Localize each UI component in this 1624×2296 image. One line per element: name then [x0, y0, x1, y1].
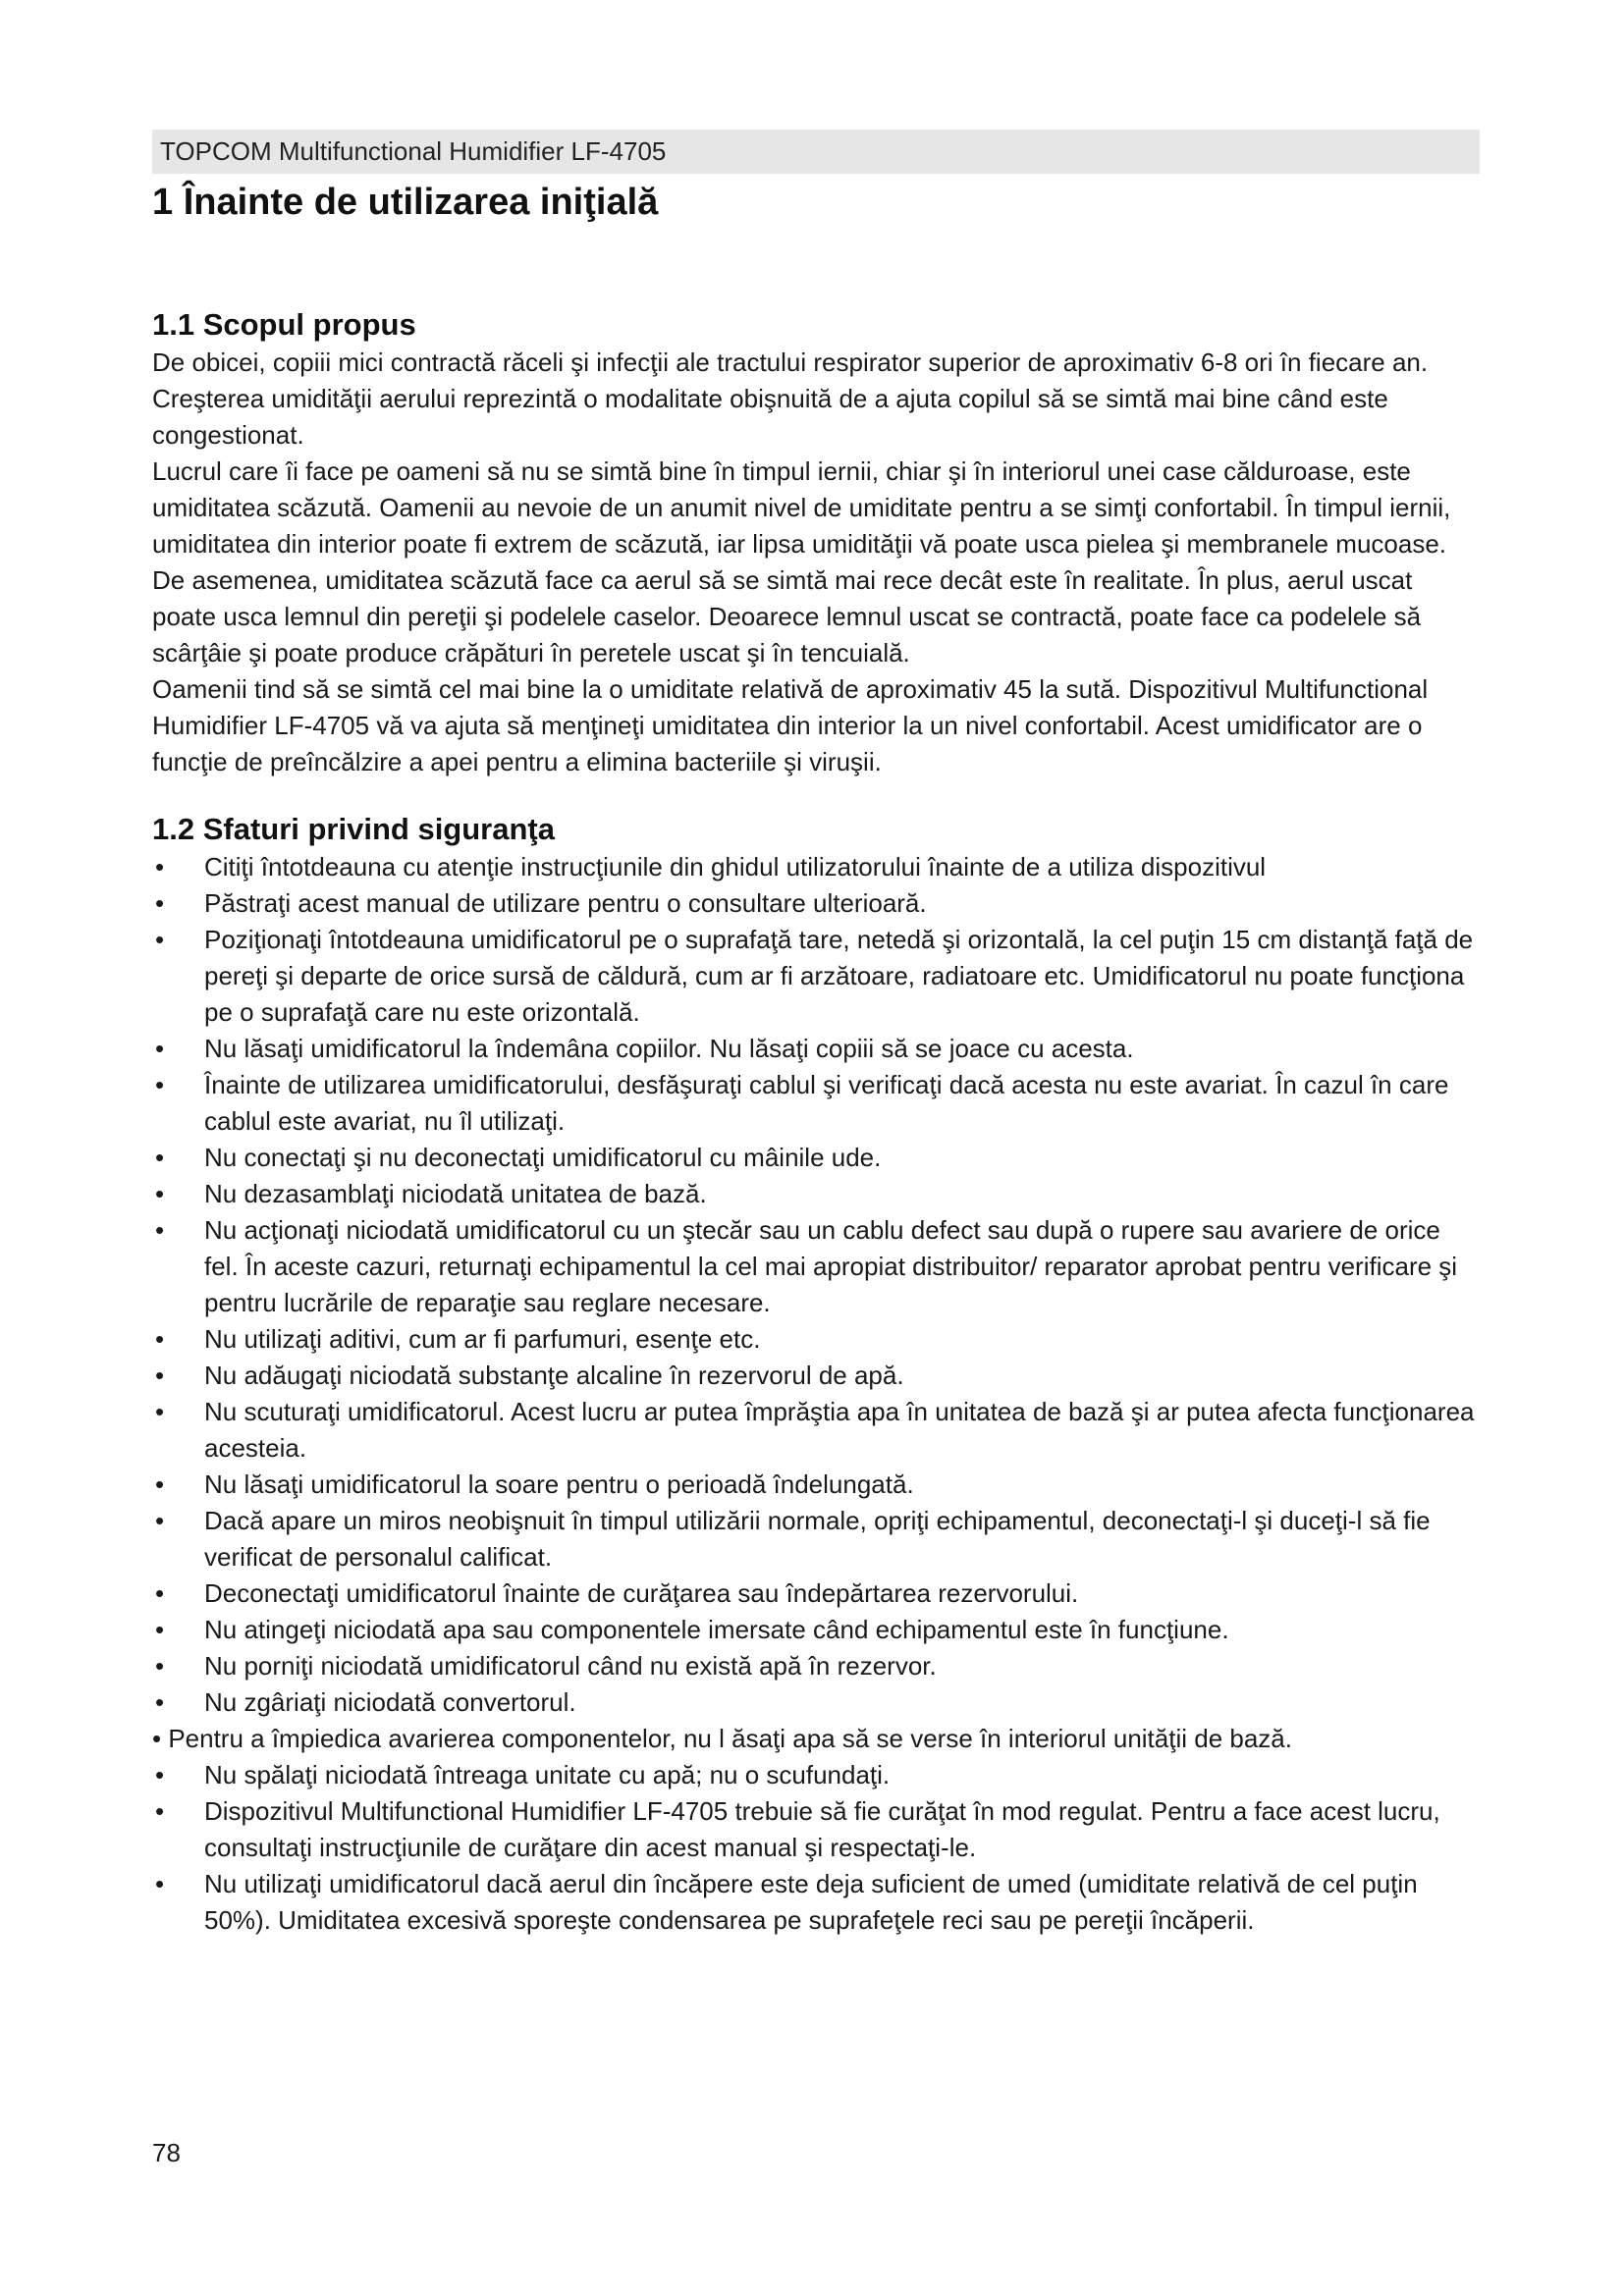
bullet-icon: • [155, 1687, 165, 1717]
bullet-icon: • [155, 1179, 165, 1208]
list-item [152, 1684, 1480, 1721]
list-item-text: • Pentru a împiedica avarierea componentelor, nu l ăsaţi apa să se verse în interiorul unităţii de bază. [152, 1724, 1292, 1753]
list-item [152, 885, 1480, 922]
list-item-text: Nu adăugaţi niciodată substanţe alcaline în rezervorul de apă. [204, 1361, 904, 1390]
bullet-icon: • [155, 1034, 165, 1063]
bullet-icon: • [155, 925, 165, 954]
list-item [152, 1866, 1480, 1939]
list-item [152, 849, 1480, 885]
bullet-icon: • [155, 1215, 165, 1245]
list-item-text: Nu porniţi niciodată umidificatorul când nu există apă în rezervor. [204, 1651, 937, 1681]
section-1-1-heading: 1.1 Scopul propus [152, 307, 416, 342]
bullet-icon: • [155, 1361, 165, 1390]
list-item-text: Nu acţionaţi niciodată umidificatorul cu un ştecăr sau un cablu defect sau după o rupere sau avariere de orice fel. În aceste cazuri, returnaţi echipamentul la cel mai apropiat distribuitor/ reparator aprobat pentru verificare şi pentru lucrările de reparaţie sau reglare necesare. [204, 1215, 1458, 1317]
bullet-icon: • [155, 1796, 165, 1826]
list-item [152, 1648, 1480, 1684]
list-item [152, 1612, 1480, 1648]
bullet-icon: • [155, 1324, 165, 1354]
list-item-text: Nu conectaţi şi nu deconectaţi umidificatorul cu mâinile ude. [204, 1143, 882, 1172]
list-item-text: Dacă apare un miros neobişnuit în timpul utilizării normale, opriţi echipamentul, deconectaţi-l şi duceţi-l să fie verificat de personalul calificat. [204, 1506, 1431, 1572]
bullet-icon: • [155, 1469, 165, 1499]
list-item [152, 1394, 1480, 1467]
running-header: TOPCOM Multifunctional Humidifier LF-4705 [152, 130, 1480, 174]
list-item-text: Nu zgâriaţi niciodată convertorul. [204, 1687, 576, 1717]
list-item [152, 1757, 1480, 1793]
list-item [152, 1140, 1480, 1176]
list-item-text: Dispozitivul Multifunctional Humidifier LF-4705 trebuie să fie curăţat în mod regulat. Pentru a face acest lucru, consultaţi instrucţiunile de curăţare din acest manual şi respectaţi-le. [204, 1796, 1440, 1862]
list-item [152, 1358, 1480, 1394]
page-number: 78 [152, 2138, 181, 2167]
list-item-text: Înainte de utilizarea umidificatorului, desfăşuraţi cablul şi verificaţi dacă acesta nu este avariat. În cazul în care cablul este avariat, nu îl utilizaţi. [204, 1070, 1449, 1136]
list-item-text: Nu atingeţi niciodată apa sau componentele imersate când echipamentul este în funcţiune. [204, 1615, 1229, 1644]
list-item [152, 1031, 1480, 1067]
list-item-text: Poziţionaţi întotdeauna umidificatorul pe o suprafaţă tare, netedă şi orizontală, la cel puţin 15 cm distanţă faţă de pereţi şi departe de orice sursă de căldură, cum ar fi arzătoare, radiatoare etc. Umidificatorul nu poate funcţiona pe o suprafaţă care nu este orizontală. [204, 925, 1474, 1027]
list-item-text: Citiţi întotdeauna cu atenţie instrucţiunile din ghidul utilizatorului înainte de a utiliza dispozitivul [204, 852, 1267, 881]
bullet-icon: • [155, 1143, 165, 1172]
list-item [152, 1467, 1480, 1503]
list-item [152, 1067, 1480, 1140]
list-item-text: Păstraţi acest manual de utilizare pentru o consultare ulterioară. [204, 888, 927, 918]
bullet-icon: • [155, 1615, 165, 1644]
bullet-icon: • [155, 1869, 165, 1898]
list-item-text: Nu spălaţi niciodată întreaga unitate cu apă; nu o scufundaţi. [204, 1760, 891, 1789]
list-item-inline [152, 1721, 1480, 1757]
section-1-2-heading: 1.2 Sfaturi privind siguranţa [152, 812, 555, 846]
list-item [152, 1321, 1480, 1358]
list-item-text: Nu lăsaţi umidificatorul la îndemâna copiilor. Nu lăsaţi copiii să se joace cu acesta. [204, 1034, 1134, 1063]
list-item-text: Deconectaţi umidificatorul înainte de curăţarea sau îndepărtarea rezervorului. [204, 1578, 1079, 1608]
bullet-icon: • [155, 1760, 165, 1789]
paragraph: De obicei, copiii mici contractă răceli şi infecţii ale tractului respirator superior de aproximativ 6-8 ori în fiecare an. Creşterea umidităţii aerului reprezintă o modalitate obişnuită de a ajuta copilul să se simtă mai bine când este congestionat. [152, 347, 1429, 450]
bullet-icon: • [155, 1070, 165, 1099]
list-item-text: Nu dezasamblaţi niciodată unitatea de bază. [204, 1179, 707, 1208]
safety-tips-list [152, 849, 1480, 1939]
list-item-text: Nu utilizaţi aditivi, cum ar fi parfumuri, esenţe etc. [204, 1324, 761, 1354]
paragraph: Oamenii tind să se simtă cel mai bine la o umiditate relativă de aproximativ 45 la sută. Dispozitivul Multifunctional Humidifier LF-4705 vă va ajuta să menţineţi umiditatea din interior la un nivel confortabil. Acest umidificator are o funcţie de preîncălzire a apei pentru a elimina bacteriile şi viruşii. [152, 674, 1429, 776]
list-item [152, 1212, 1480, 1321]
paragraph: Lucrul care îi face pe oameni să nu se simtă bine în timpul iernii, chiar şi în interiorul unei case călduroase, este umiditatea scăzută. Oamenii au nevoie de un anumit nivel de umiditate pentru a se simţi confortabil. În timpul iernii, umiditatea din interior poate fi extrem de scăzută, iar lipsa umidităţii vă poate usca pielea şi membranele mucoase. De asemenea, umiditatea scăzută face ca aerul să se simtă mai rece decât este în realitate. În plus, aerul uscat poate usca lemnul din pereţii şi podelele caselor. Deoarece lemnul uscat se contractă, poate face ca podelele să scârţâie şi poate produce crăpături în peretele uscat şi în tencuială. [152, 456, 1451, 667]
bullet-icon: • [155, 1578, 165, 1608]
page-content [152, 175, 1480, 1939]
list-item [152, 1575, 1480, 1612]
bullet-icon: • [155, 888, 165, 918]
list-item [152, 1176, 1480, 1212]
list-item [152, 1793, 1480, 1866]
bullet-icon: • [155, 852, 165, 881]
section-1-heading: 1 Înainte de utilizarea iniţială [152, 182, 659, 223]
list-item-text: Nu scuturaţi umidificatorul. Acest lucru ar putea împrăştia apa în unitatea de bază şi ar putea afecta funcţionarea acesteia. [204, 1397, 1475, 1463]
bullet-icon: • [155, 1397, 165, 1426]
bullet-icon: • [155, 1506, 165, 1535]
list-item [152, 1503, 1480, 1575]
bullet-icon: • [155, 1651, 165, 1681]
list-item [152, 922, 1480, 1031]
list-item-text: Nu lăsaţi umidificatorul la soare pentru o perioadă îndelungată. [204, 1469, 914, 1499]
list-item-text: Nu utilizaţi umidificatorul dacă aerul din încăpere este deja suficient de umed (umiditate relativă de cel puţin 50%). Umiditatea excesivă sporeşte condensarea pe suprafeţele reci sau pe pereţii încăperii. [204, 1869, 1418, 1935]
